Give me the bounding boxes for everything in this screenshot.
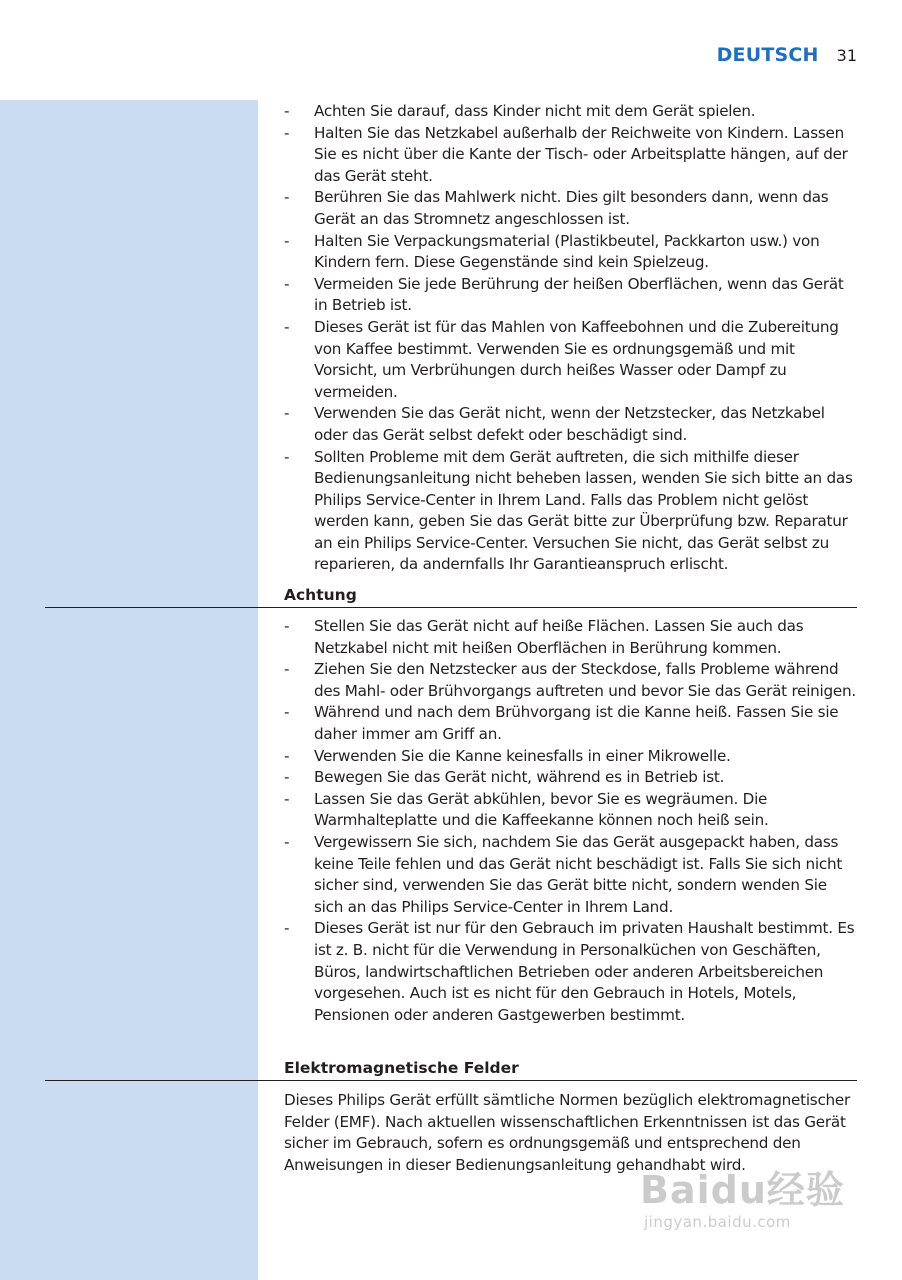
- bullet-dash: -: [284, 919, 290, 938]
- watermark-url: jingyan.baidu.com: [644, 1213, 791, 1231]
- list-item: - Vergewissern Sie sich, nachdem Sie das Gerät ausgepackt haben, dass keine Teile fehlen und das Gerät nicht beschädigt ist. Falls Sie sich nicht sicher sind, verwenden Sie das Gerät bitte nicht, sondern wenden Sie sich an das Philips Service-Center in Ihrem Land.: [284, 832, 843, 916]
- page-header: [717, 44, 857, 66]
- section-rule: [45, 607, 857, 608]
- section-heading-emf: Elektromagnetische Felder: [284, 1059, 519, 1077]
- list-item: - Dieses Gerät ist nur für den Gebrauch im privaten Haushalt bestimmt. Es ist z. B. nicht für die Verwendung in Personalküchen von Geschäften, Büros, landwirtschaftlichen Betrieben oder anderen Arbeitsbereichen vorgesehen. Auch ist es nicht für den Gebrauch in Hotels, Motels, Pensionen oder anderen Gastgewerben bestimmt.: [284, 919, 855, 1024]
- bullet-dash: -: [284, 703, 290, 722]
- bullet-dash: -: [284, 617, 290, 635]
- list-item: - Ziehen Sie den Netzstecker aus der Steckdose, falls Probleme während des Mahl- oder Brühvorgangs auftreten und bevor Sie das Gerät reinigen.: [284, 660, 856, 700]
- bullet-dash: -: [284, 447, 290, 466]
- watermark-brand: Baidu经验: [640, 1168, 845, 1212]
- safety-list: [284, 101, 858, 576]
- bullet-dash: -: [284, 789, 290, 808]
- language-label: DEUTSCH: [716, 44, 819, 66]
- bullet-dash: -: [284, 317, 290, 336]
- achtung-list: [284, 616, 858, 1026]
- bullet-dash: -: [284, 231, 290, 250]
- bullet-dash: -: [284, 102, 290, 120]
- list-item: - Lassen Sie das Gerät abkühlen, bevor Sie es wegräumen. Die Warmhalteplatte und die Kaffeekanne können noch heiß sein.: [284, 789, 769, 830]
- list-item: - Dieses Gerät ist für das Mahlen von Kaffeebohnen und die Zubereitung von Kaffee bestimmt. Verwenden Sie es ordnungsgemäß und mit Vorsicht, um Verbrühungen durch heißes Wasser oder Dampf zu vermeiden.: [284, 317, 839, 401]
- list-item: - Halten Sie Verpackungsmaterial (Plastikbeutel, Packkarton usw.) von Kindern fern. Diese Gegenstände sind kein Spielzeug.: [284, 231, 820, 272]
- list-item: - Berühren Sie das Mahlwerk nicht. Dies gilt besonders dann, wenn das Gerät an das Stromnetz angeschlossen ist.: [284, 188, 829, 228]
- achtung-section: [284, 616, 858, 1026]
- bullet-dash: -: [284, 274, 290, 293]
- bullet-dash: -: [284, 188, 290, 207]
- bullet-dash: -: [284, 123, 290, 142]
- list-item: - Bewegen Sie das Gerät nicht, während es in Betrieb ist.: [284, 767, 858, 789]
- list-item: - Während und nach dem Brühvorgang ist die Kanne heiß. Fassen Sie sie daher immer am Griff an.: [284, 703, 839, 743]
- bullet-dash: -: [284, 832, 290, 851]
- list-item: - Verwenden Sie das Gerät nicht, wenn der Netzstecker, das Netzkabel oder das Gerät selbst defekt oder beschädigt sind.: [284, 404, 825, 444]
- list-item: - Verwenden Sie die Kanne keinesfalls in einer Mikrowelle.: [284, 746, 858, 768]
- list-item: - Achten Sie darauf, dass Kinder nicht mit dem Gerät spielen.: [284, 101, 858, 123]
- list-item: - Stellen Sie das Gerät nicht auf heiße Flächen. Lassen Sie auch das Netzkabel nicht mit heißen Oberflächen in Berührung kommen.: [284, 617, 804, 657]
- bullet-dash: -: [284, 660, 290, 679]
- section-rule: [45, 1080, 857, 1081]
- sidebar-band: [0, 100, 258, 1280]
- section-heading-achtung: Achtung: [284, 586, 357, 604]
- emf-paragraph: Dieses Philips Gerät erfüllt sämtliche Normen bezüglich elektromagnetischer Felder (EMF). Nach aktuellen wissenschaftlichen Erkenntnissen ist das Gerät sicher im Gebrauch, sofern es ordnungsgemäß und entsprechend den Anweisungen in dieser Bedienungsanleitung gehandhabt wird.: [284, 1091, 851, 1174]
- safety-list-section: [284, 101, 858, 576]
- bullet-dash: -: [284, 768, 290, 787]
- list-item: - Vermeiden Sie jede Berührung der heißen Oberflächen, wenn das Gerät in Betrieb ist.: [284, 274, 844, 315]
- bullet-dash: -: [284, 746, 290, 765]
- list-item: - Sollten Probleme mit dem Gerät auftreten, die sich mithilfe dieser Bedienungsanleitung nicht beheben lassen, wenden Sie sich bitte an das Philips Service-Center in Ihrem Land. Falls das Problem nicht gelöst werden kann, geben Sie das Gerät bitte zur Überprüfung bzw. Reparatur an ein Philips Service-Center. Versuchen Sie nicht, das Gerät selbst zu reparieren, da andernfalls Ihr Garantieanspruch erlischt.: [284, 447, 853, 574]
- list-item: - Halten Sie das Netzkabel außerhalb der Reichweite von Kindern. Lassen Sie es nicht über die Kante der Tisch- oder Arbeitsplatte hängen, auf der das Gerät steht.: [284, 123, 848, 185]
- page-number: 31: [836, 46, 857, 65]
- emf-section: [284, 1090, 858, 1176]
- watermark: [640, 1168, 870, 1248]
- bullet-dash: -: [284, 404, 290, 423]
